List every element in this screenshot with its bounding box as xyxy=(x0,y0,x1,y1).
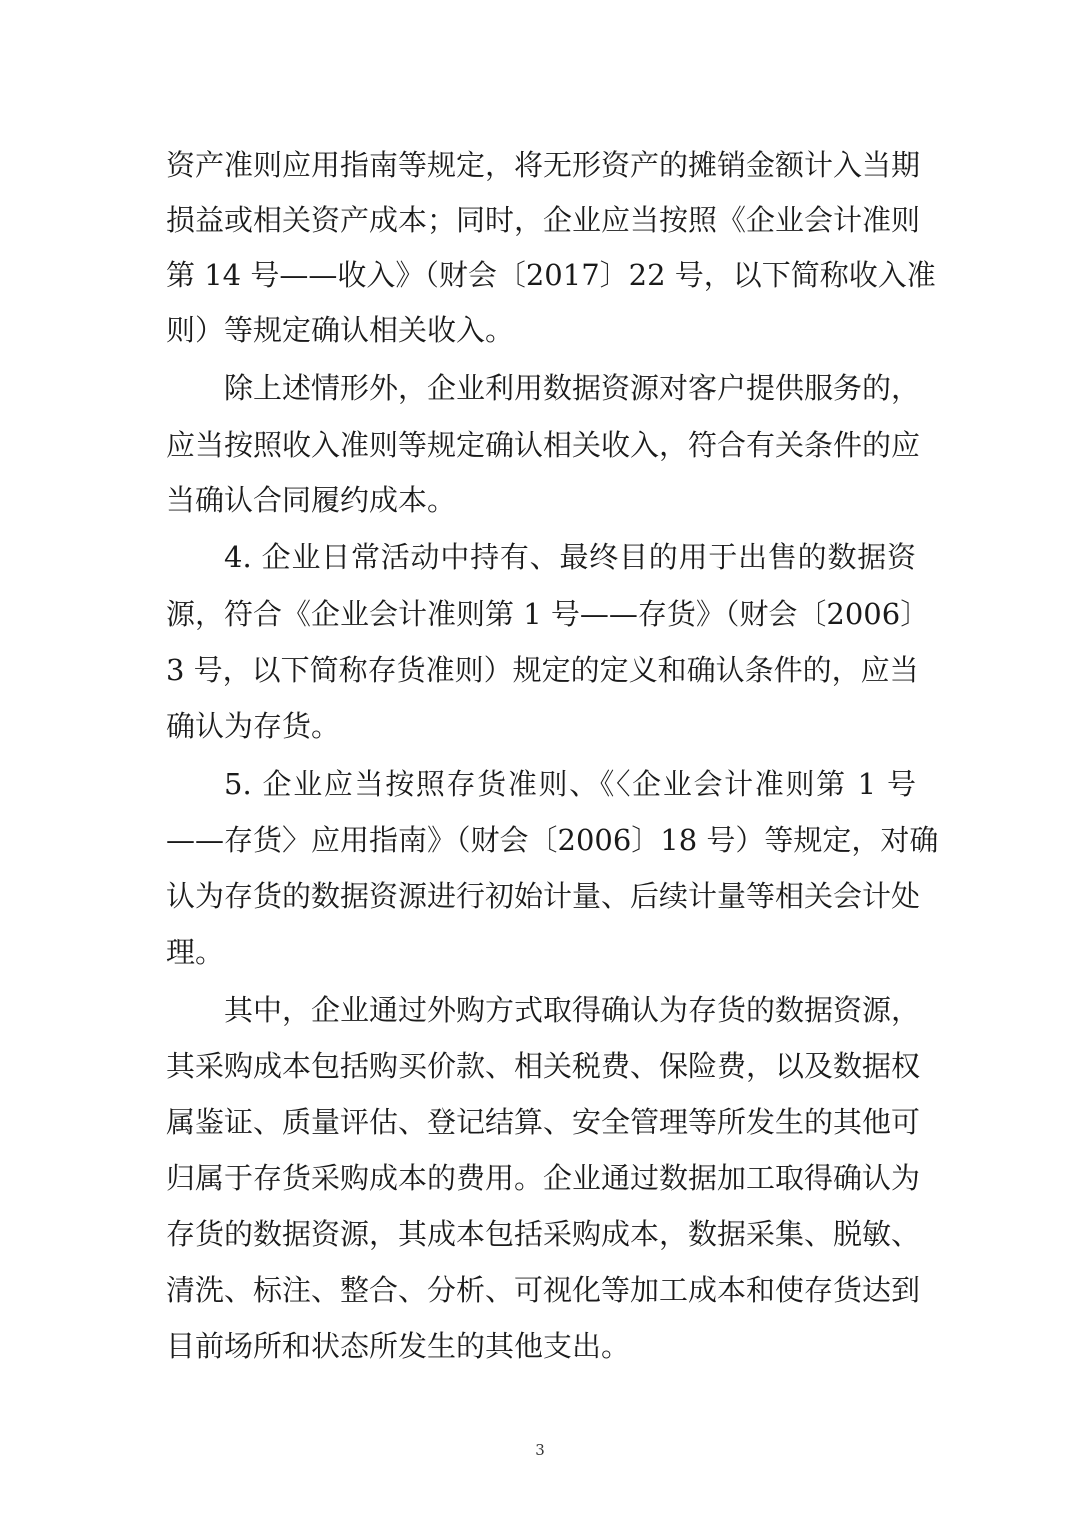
text-line: 应当按照收入准则等规定确认相关收入，符合有关条件的应 xyxy=(166,428,921,462)
text-line: 确认为存货。 xyxy=(166,709,341,743)
text-line: 目前场所和状态所发生的其他支出。 xyxy=(166,1329,631,1363)
text-line: 认为存货的数据资源进行初始计量、后续计量等相关会计处 xyxy=(166,879,921,913)
text-line: 第 14 号——收入》（财会〔2017〕22 号，以下简称收入准 xyxy=(166,258,936,292)
text-line: 5. 企业应当按照存货准则、《〈企业会计准则第 1 号 xyxy=(224,767,916,801)
text-line: 3 号，以下简称存货准则）规定的定义和确认条件的，应当 xyxy=(166,653,919,687)
text-line: 其采购成本包括购买价款、相关税费、保险费，以及数据权 xyxy=(166,1049,921,1083)
text-line: 则）等规定确认相关收入。 xyxy=(166,313,515,347)
text-line: 4. 企业日常活动中持有、最终目的用于出售的数据资 xyxy=(224,540,916,574)
text-line: ——存货〉应用指南》（财会〔2006〕18 号）等规定，对确 xyxy=(166,823,939,857)
text-line: 归属于存货采购成本的费用。企业通过数据加工取得确认为 xyxy=(166,1161,921,1195)
text-line: 理。 xyxy=(166,935,225,969)
text-line: 损益或相关资产成本；同时，企业应当按照《企业会计准则 xyxy=(166,203,921,237)
page-number: 3 xyxy=(535,1441,545,1459)
text-line: 资产准则应用指南等规定，将无形资产的摊销金额计入当期 xyxy=(166,148,921,182)
text-line: 源，符合《企业会计准则第 1 号——存货》（财会〔2006〕 xyxy=(166,597,930,631)
text-line: 存货的数据资源，其成本包括采购成本，数据采集、脱敏、 xyxy=(166,1217,921,1251)
text-line: 属鉴证、质量评估、登记结算、安全管理等所发生的其他可 xyxy=(166,1105,921,1139)
text-line: 除上述情形外，企业利用数据资源对客户提供服务的， xyxy=(224,371,921,405)
text-line: 其中，企业通过外购方式取得确认为存货的数据资源， xyxy=(224,993,921,1027)
text-line: 当确认合同履约成本。 xyxy=(166,483,457,517)
text-line: 清洗、标注、整合、分析、可视化等加工成本和使存货达到 xyxy=(166,1273,921,1307)
